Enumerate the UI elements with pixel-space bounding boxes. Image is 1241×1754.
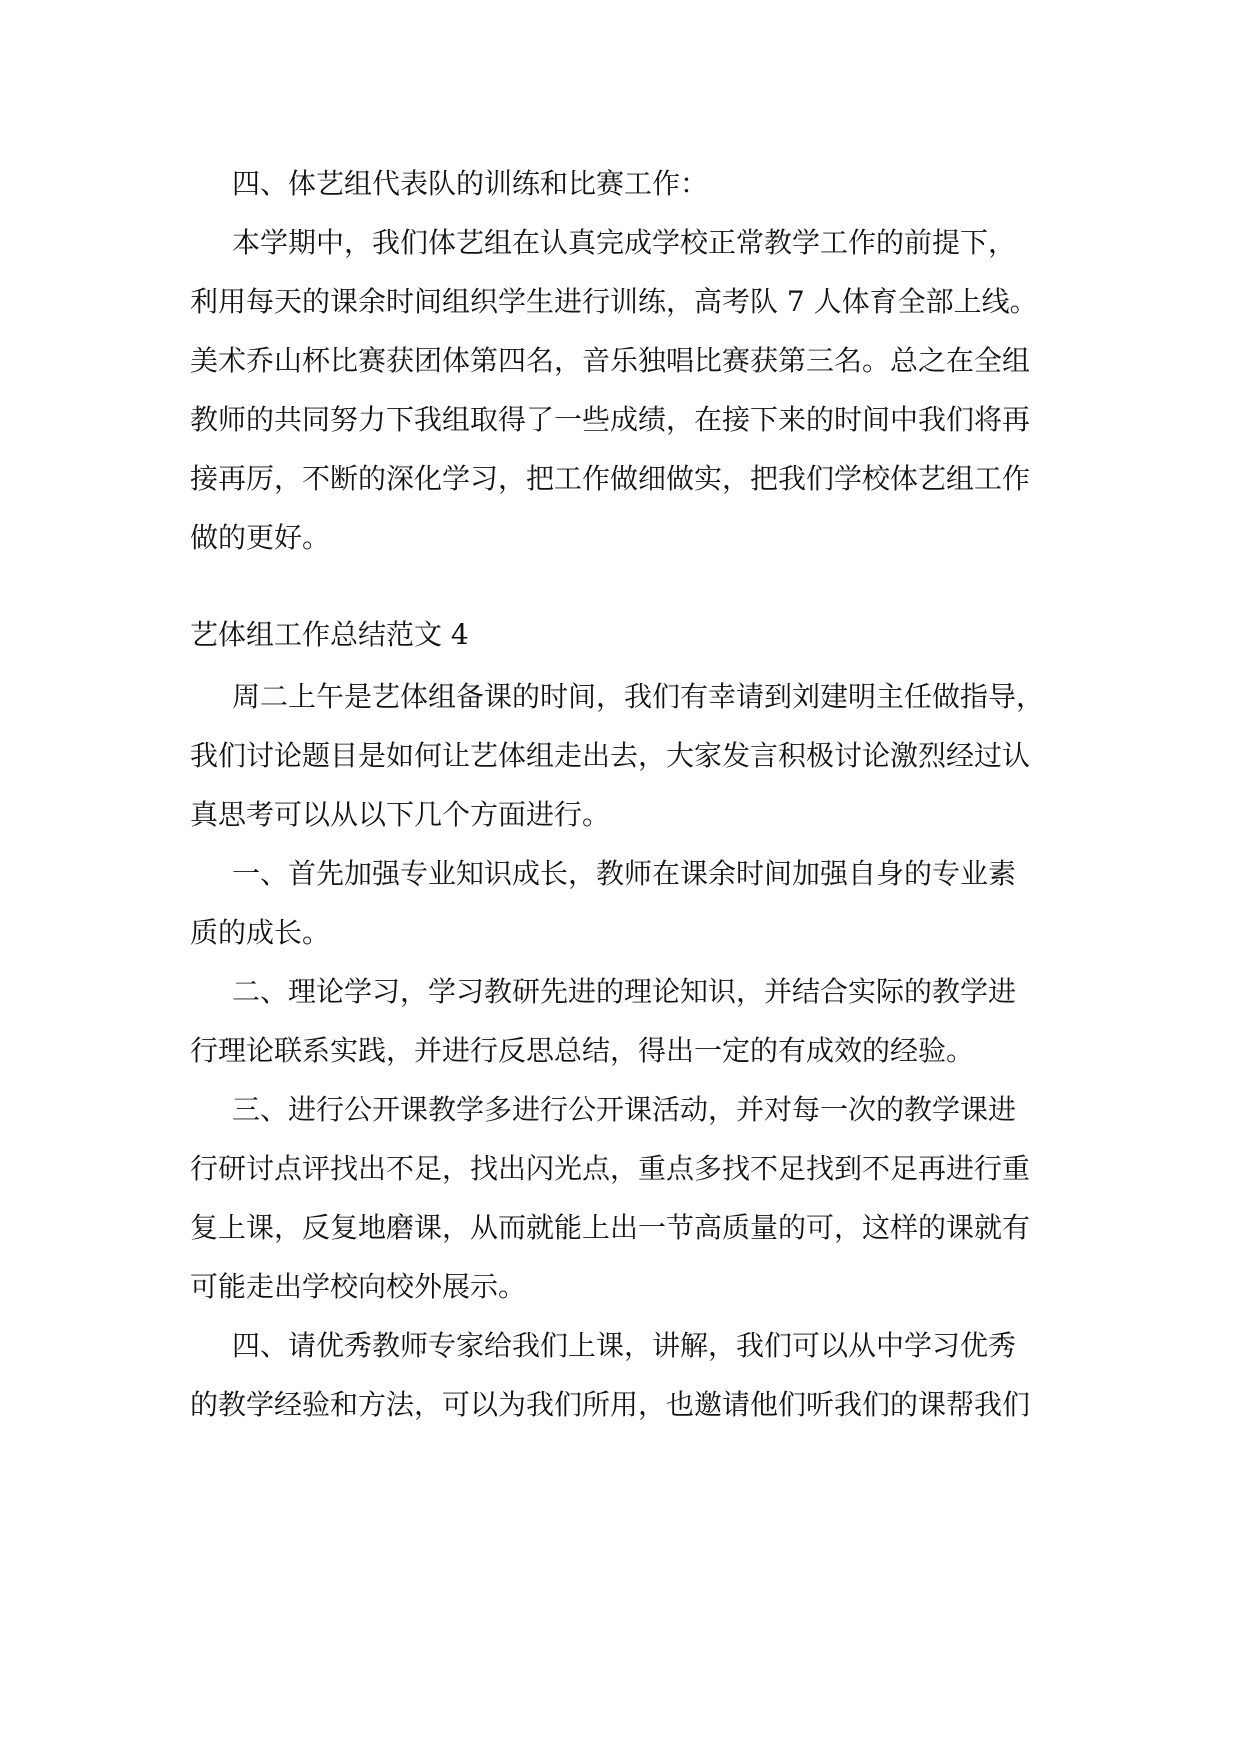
paragraph-line: 美术乔山杯比赛获团体第四名，音乐独唱比赛获第三名。总之在全组 [190,344,1031,377]
paragraph-line: 三、进行公开课教学多进行公开课活动，并对每一次的教学课进 [232,1093,1017,1126]
paragraph-line: 四、请优秀教师专家给我们上课，讲解，我们可以从中学习优秀 [232,1329,1017,1362]
paragraph-line: 做的更好。 [190,521,331,554]
paragraph-line: 接再厉，不断的深化学习，把工作做细做实，把我们学校体艺组工作 [190,462,1031,495]
paragraph-line: 我们讨论题目是如何让艺体组走出去，大家发言积极讨论激烈经过认 [190,739,1031,772]
paragraph-line: 行理论联系实践，并进行反思总结，得出一定的有成效的经验。 [190,1034,975,1067]
paragraph-line: 真思考可以从以下几个方面进行。 [190,798,611,831]
paragraph-line: 教师的共同努力下我组取得了一些成绩，在接下来的时间中我们将再 [190,403,1031,436]
paragraph-line: 可能走出学校向校外展示。 [190,1270,527,1303]
section-heading: 四、体艺组代表队的训练和比赛工作： [232,167,709,200]
paragraph-line: 质的成长。 [190,916,331,949]
paragraph-line: 复上课，反复地磨课，从而就能上出一节高质量的可，这样的课就有 [190,1211,1031,1244]
paragraph-line: 周二上午是艺体组备课的时间，我们有幸请到刘建明主任做指导， [232,680,1045,713]
paragraph-line: 行研讨点评找出不足，找出闪光点，重点多找不足找到不足再进行重 [190,1152,1031,1185]
paragraph-line: 的教学经验和方法，可以为我们所用，也邀请他们听我们的课帮我们 [190,1388,1031,1421]
paragraph-line: 二、理论学习，学习教研先进的理论知识，并结合实际的教学进 [232,975,1017,1008]
section-title: 艺体组工作总结范文 4 [190,618,469,651]
paragraph-line: 利用每天的课余时间组织学生进行训练，高考队 7 人体育全部上线。 [190,285,1038,318]
paragraph-line: 一、首先加强专业知识成长，教师在课余时间加强自身的专业素 [232,857,1017,890]
paragraph-line: 本学期中，我们体艺组在认真完成学校正常教学工作的前提下， [232,226,1017,259]
